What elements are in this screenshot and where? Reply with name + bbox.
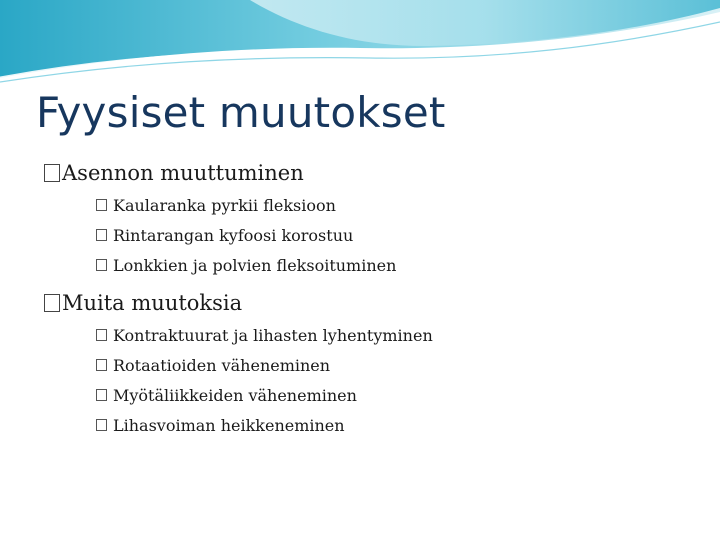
box-bullet-icon: [96, 259, 107, 271]
slide-title: Fyysiset muutokset: [36, 88, 446, 137]
slide-content: [44, 156, 704, 446]
box-bullet-icon: [44, 164, 60, 182]
bullet-text: Kaularanka pyrkii fleksioon: [113, 195, 336, 215]
section-heading: Asennon muuttuminen: [62, 161, 304, 185]
box-bullet-icon: [96, 199, 107, 211]
bullet-level2: [96, 220, 704, 250]
box-bullet-icon: [96, 359, 107, 371]
bullet-text: Myötäliikkeiden väheneminen: [113, 385, 357, 405]
box-bullet-icon: [96, 329, 107, 341]
header-wave-decoration: [0, 0, 720, 90]
bullet-text: Rotaatioiden väheneminen: [113, 355, 331, 375]
bullet-level2: [96, 320, 704, 350]
bullet-level2: [96, 350, 704, 380]
bullet-level2: [96, 190, 704, 220]
bullet-text: Rintarangan kyfoosi korostuu: [113, 225, 354, 245]
section-1: [44, 156, 704, 280]
bullet-text: Lonkkien ja polvien fleksoituminen: [113, 255, 397, 275]
box-bullet-icon: [96, 419, 107, 431]
box-bullet-icon: [44, 294, 60, 312]
box-bullet-icon: [96, 389, 107, 401]
section-heading: Muita muutoksia: [62, 291, 243, 315]
bullet-level2: [96, 380, 704, 410]
bullet-text: Lihasvoiman heikkeneminen: [113, 415, 345, 435]
bullet-level2: [96, 250, 704, 280]
bullet-level1: [44, 156, 704, 190]
bullet-level2: [96, 410, 704, 440]
bullet-level1: [44, 286, 704, 320]
box-bullet-icon: [96, 229, 107, 241]
bullet-text: Kontraktuurat ja lihasten lyhentyminen: [113, 325, 433, 345]
section-2: [44, 286, 704, 440]
